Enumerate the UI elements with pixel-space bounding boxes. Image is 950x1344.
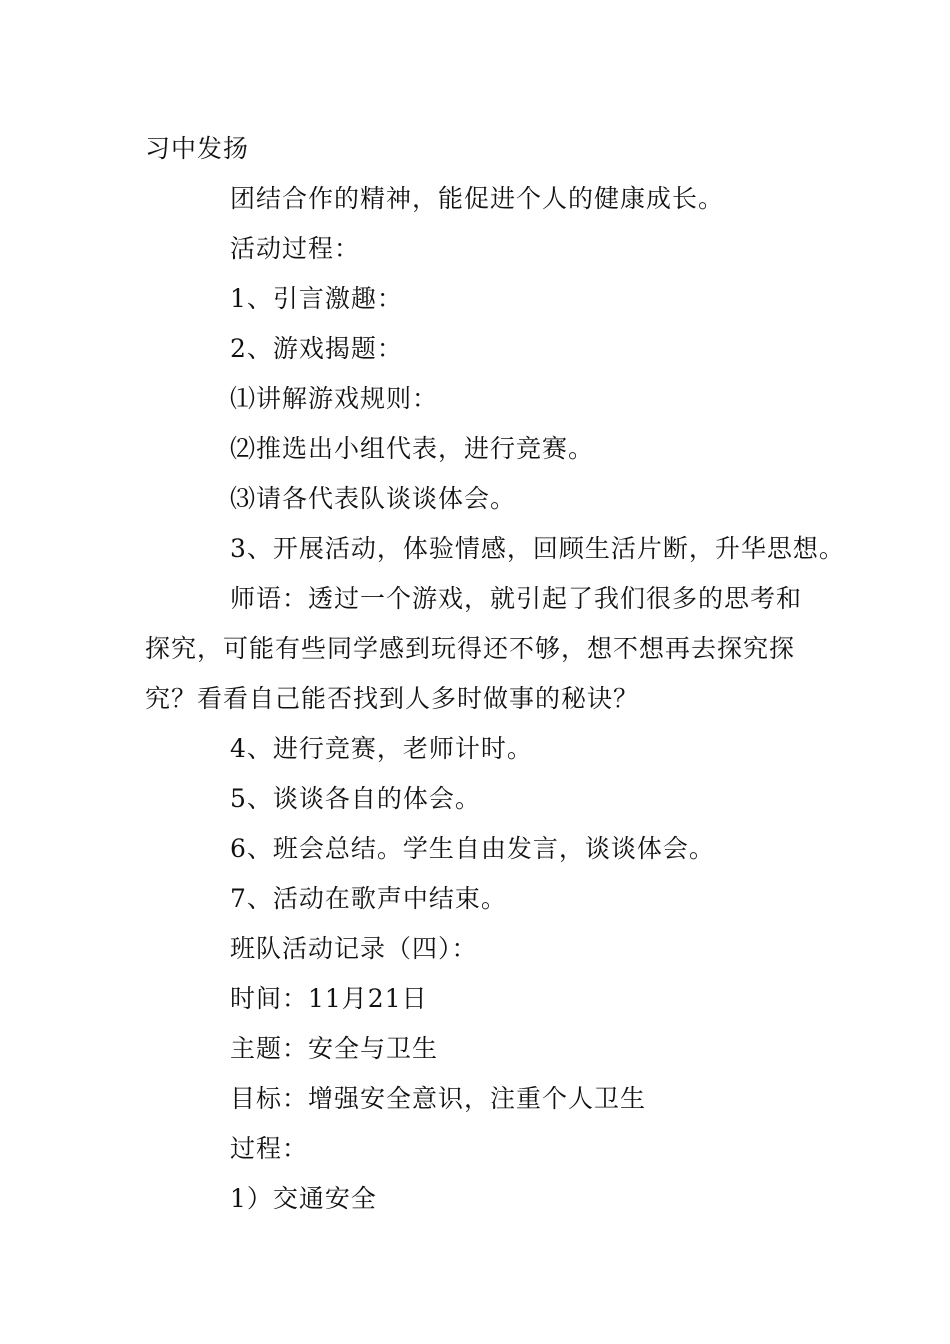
text-line: 活动过程：: [230, 234, 361, 263]
text-line: 团结合作的精神，能促进个人的健康成长。: [230, 184, 725, 213]
text-line: ⑴讲解游戏规则：: [230, 384, 439, 413]
text-line: 主题：安全与卫生: [230, 1034, 439, 1063]
text-line: 过程：: [230, 1134, 309, 1163]
text-line: 1）交通安全: [230, 1184, 377, 1213]
text-line: 1、引言激趣：: [230, 284, 403, 313]
text-line: 3、开展活动，体验情感，回顾生活片断，升华思想。: [230, 534, 845, 563]
text-line: ⑵推选出小组代表，进行竞赛。: [230, 434, 595, 463]
text-line: 6、班会总结。学生自由发言，谈谈体会。: [230, 834, 715, 863]
text-line: 4、进行竞赛，老师计时。: [230, 734, 533, 763]
text-line: 5、谈谈各自的体会。: [230, 784, 481, 813]
text-line: 究？看看自己能否找到人多时做事的秘诀？: [145, 684, 640, 713]
text-line: 7、活动在歌声中结束。: [230, 884, 507, 913]
text-line: 习中发扬: [145, 134, 250, 163]
text-line: 时间：11月21日: [230, 984, 428, 1013]
text-line: 目标：增强安全意识，注重个人卫生: [230, 1084, 647, 1113]
text-line: 探究，可能有些同学感到玩得还不够，想不想再去探究探: [145, 634, 796, 663]
text-line: 2、游戏揭题：: [230, 334, 403, 363]
text-line: 师语：透过一个游戏，就引起了我们很多的思考和: [230, 584, 803, 613]
text-line: ⑶请各代表队谈谈体会。: [230, 484, 517, 513]
text-line: 班队活动记录（四）：: [230, 934, 478, 963]
